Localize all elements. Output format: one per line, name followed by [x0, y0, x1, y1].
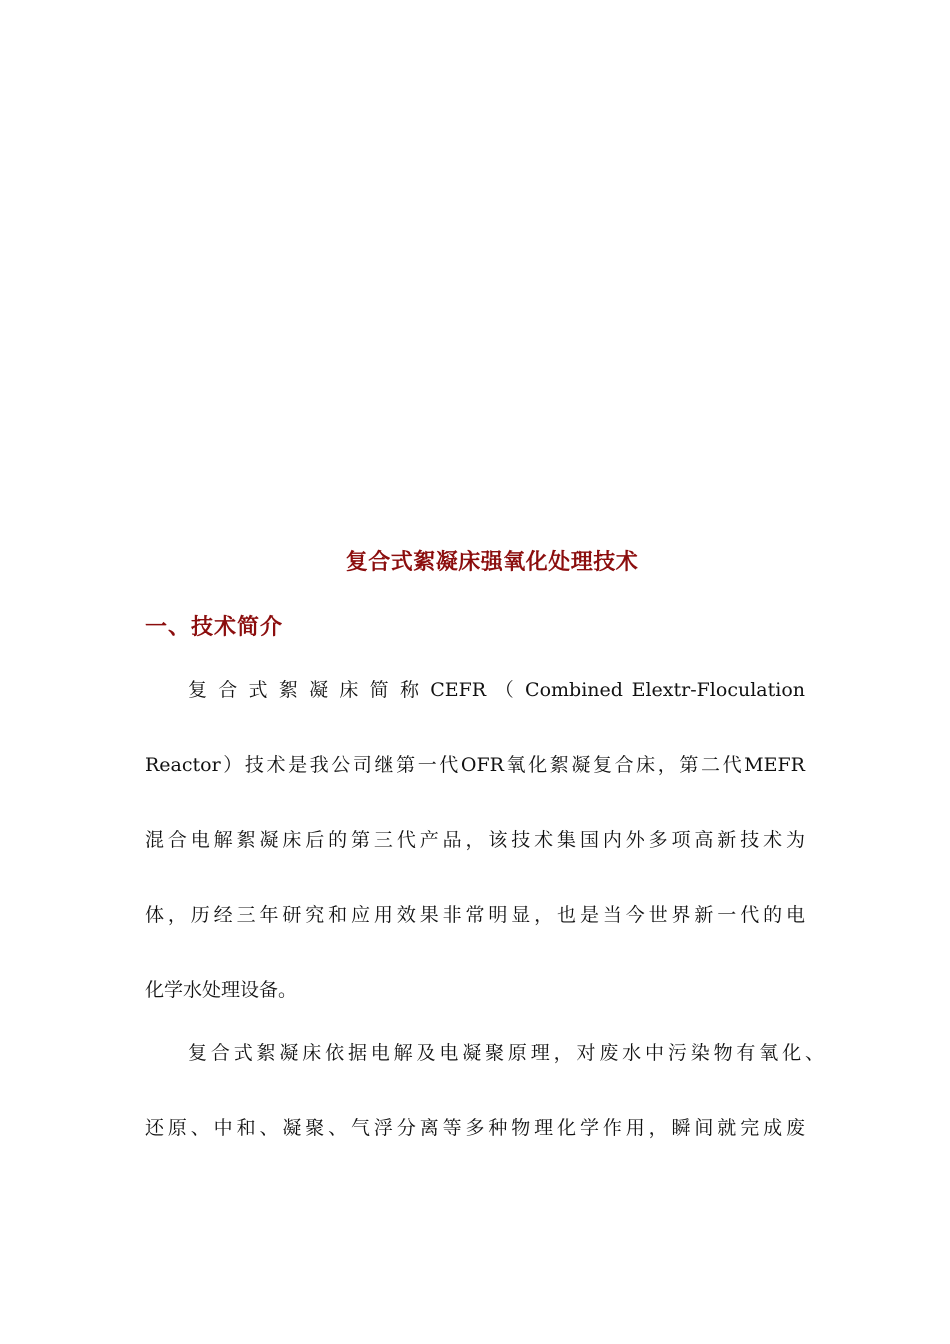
paragraph-1-line-4: 体，历经三年研究和应用效果非常明显，也是当今世界新一代的电 [145, 904, 805, 926]
paragraph-1-line-3: 混合电解絮凝床后的第三代产品，该技术集国内外多项高新技术为 [145, 829, 805, 851]
paragraph-1-line-1: 复 合 式 絮 凝 床 简 称 CEFR （ Combined Elextr-Floculation [188, 679, 805, 701]
document-title: 复合式絮凝床强氧化处理技术 [345, 550, 639, 575]
paragraph-1-line-2: Reactor）技术是我公司继第一代OFR氧化絮凝复合床，第二代MEFR [145, 754, 805, 776]
paragraph-1-line-5: 化学水处理设备。 [145, 979, 298, 1001]
section-heading: 一、技术简介 [145, 615, 284, 640]
paragraph-2-line-2: 还原、中和、凝聚、气浮分离等多种物理化学作用，瞬间就完成废 [145, 1117, 805, 1139]
paragraph-2-line-1: 复合式絮凝床依据电解及电凝聚原理，对废水中污染物有氧化、 [188, 1042, 824, 1064]
